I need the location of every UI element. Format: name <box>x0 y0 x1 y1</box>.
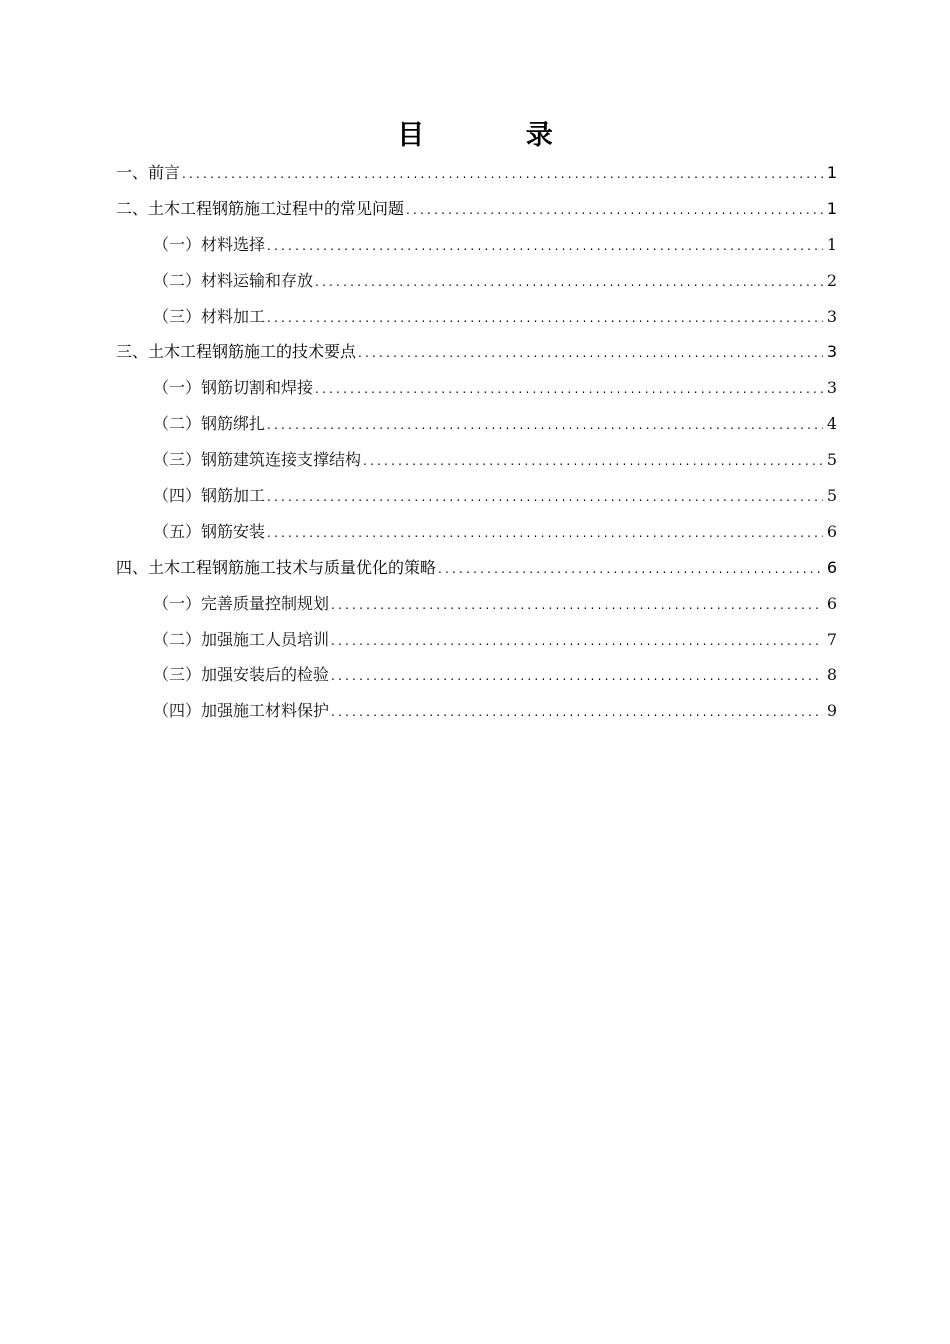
toc-dot-leader <box>182 157 823 193</box>
toc-dot-leader <box>331 588 823 624</box>
toc-entry-label: （二）加强施工人员培训 <box>153 629 330 649</box>
toc-entry[interactable] <box>116 299 837 335</box>
toc-page-number: 4 <box>826 414 837 434</box>
toc-entry-label: （一）材料选择 <box>153 234 266 254</box>
toc-dot-leader <box>406 193 823 229</box>
toc-entry[interactable] <box>116 334 837 370</box>
toc-entry-label: （一）钢筋切割和焊接 <box>153 378 314 398</box>
toc-dot-leader <box>315 372 823 408</box>
toc-page-number: 7 <box>826 629 837 649</box>
toc-dot-leader <box>315 265 823 301</box>
toc-dot-leader <box>358 336 823 372</box>
toc-page-number: 1 <box>826 198 837 218</box>
toc-dot-leader <box>331 695 823 731</box>
toc-title: 目 录 <box>397 120 599 151</box>
toc-entry-label: 二、土木工程钢筋施工过程中的常见问题 <box>116 198 405 218</box>
toc-entry-label: （五）钢筋安装 <box>153 521 266 541</box>
toc-entry[interactable] <box>116 514 837 550</box>
toc-page-number: 3 <box>826 378 837 398</box>
toc-entry-label: （三）材料加工 <box>153 306 266 326</box>
toc-list <box>116 155 837 729</box>
toc-entry-label: （四）钢筋加工 <box>153 486 266 506</box>
toc-entry-label: （三）钢筋建筑连接支撑结构 <box>153 450 362 470</box>
toc-entry[interactable] <box>116 478 837 514</box>
toc-page-number: 1 <box>826 234 837 254</box>
toc-entry[interactable] <box>116 263 837 299</box>
toc-dot-leader <box>267 229 823 265</box>
toc-entry-label: （四）加强施工材料保护 <box>153 701 330 721</box>
toc-page-number: 6 <box>826 593 837 613</box>
toc-page-number: 8 <box>826 665 837 685</box>
toc-dot-leader <box>267 516 823 552</box>
toc-page-number: 9 <box>826 701 837 721</box>
toc-page-number: 1 <box>826 163 837 182</box>
toc-dot-leader <box>331 659 823 695</box>
toc-entry[interactable] <box>116 406 837 442</box>
toc-dot-leader <box>438 552 823 588</box>
toc-dot-leader <box>267 301 823 337</box>
toc-entry[interactable] <box>116 191 837 227</box>
toc-page-number: 5 <box>826 450 837 470</box>
toc-entry[interactable] <box>116 442 837 478</box>
toc-dot-leader <box>267 480 823 516</box>
toc-page-number: 3 <box>826 306 837 326</box>
toc-entry-label: 四、土木工程钢筋施工技术与质量优化的策略 <box>116 557 437 577</box>
toc-entry-label: 一、前言 <box>116 163 181 182</box>
toc-page-number: 6 <box>826 557 837 577</box>
toc-entry[interactable] <box>116 550 837 586</box>
toc-page-number: 5 <box>826 486 837 506</box>
toc-entry[interactable] <box>116 227 837 263</box>
toc-page-number: 2 <box>826 270 837 290</box>
toc-entry[interactable] <box>116 693 837 729</box>
toc-entry-label: 三、土木工程钢筋施工的技术要点 <box>116 342 357 362</box>
toc-dot-leader <box>267 408 823 444</box>
toc-entry[interactable] <box>116 370 837 406</box>
toc-dot-leader <box>363 444 823 480</box>
toc-entry-label: （三）加强安装后的检验 <box>153 665 330 685</box>
toc-dot-leader <box>331 624 823 660</box>
toc-page-number: 3 <box>826 342 837 362</box>
toc-entry-label: （一）完善质量控制规划 <box>153 593 330 613</box>
toc-entry[interactable] <box>116 586 837 622</box>
toc-entry-label: （二）钢筋绑扎 <box>153 414 266 434</box>
toc-entry[interactable] <box>116 155 837 191</box>
toc-entry[interactable] <box>116 622 837 658</box>
toc-entry[interactable] <box>116 657 837 693</box>
toc-entry-label: （二）材料运输和存放 <box>153 270 314 290</box>
toc-page-number: 6 <box>826 521 837 541</box>
